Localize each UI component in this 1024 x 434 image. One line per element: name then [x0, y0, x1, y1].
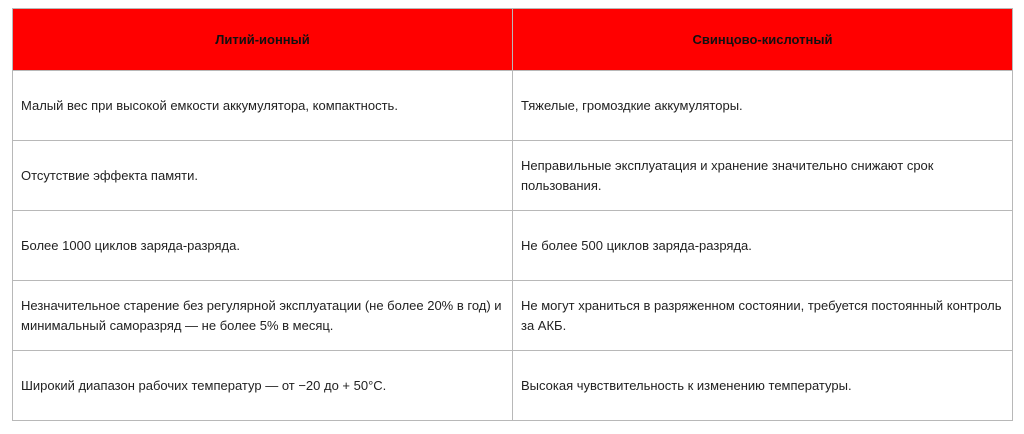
table-cell: Высокая чувствительность к изменению температуры. [513, 351, 1013, 421]
table-cell: Тяжелые, громоздкие аккумуляторы. [513, 71, 1013, 141]
table-row [13, 281, 1013, 351]
table-cell: Более 1000 циклов заряда-разряда. [13, 211, 513, 281]
table-cell: Не могут храниться в разряженном состоянии, требуется постоянный контроль за АКБ. [513, 281, 1013, 351]
table-cell: Неправильные эксплуатация и хранение значительно снижают срок пользования. [513, 141, 1013, 211]
battery-comparison-table [12, 8, 1013, 421]
table-cell: Отсутствие эффекта памяти. [13, 141, 513, 211]
table-cell: Незначительное старение без регулярной эксплуатации (не более 20% в год) и минимальный саморазряд — не более 5% в месяц. [13, 281, 513, 351]
table-row [13, 211, 1013, 281]
header-lithium-ion: Литий-ионный [13, 9, 513, 71]
table-header-row [13, 9, 1013, 71]
table-cell: Широкий диапазон рабочих температур — от −20 до + 50°С. [13, 351, 513, 421]
table-row [13, 71, 1013, 141]
header-lead-acid: Свинцово-кислотный [513, 9, 1013, 71]
comparison-table-container [12, 8, 1012, 421]
table-row [13, 141, 1013, 211]
table-cell: Не более 500 циклов заряда-разряда. [513, 211, 1013, 281]
table-row [13, 351, 1013, 421]
table-cell: Малый вес при высокой емкости аккумулятора, компактность. [13, 71, 513, 141]
